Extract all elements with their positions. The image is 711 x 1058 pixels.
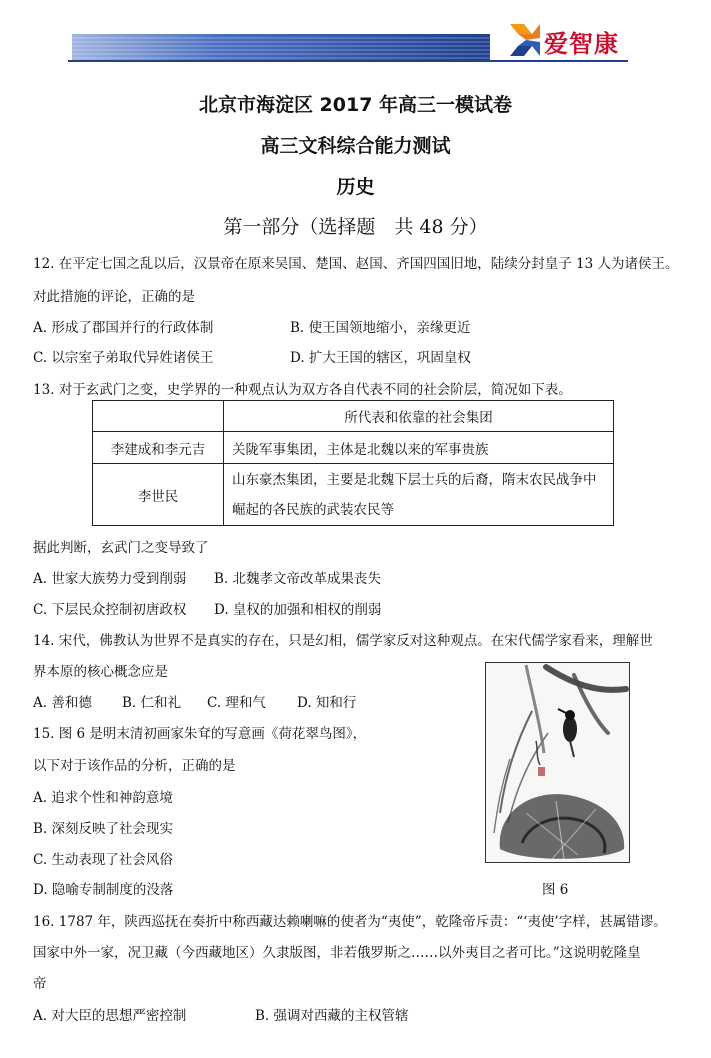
q13-row1-desc: 关陇军事集团，主体是北魏以来的军事贵族	[224, 432, 614, 464]
q14-option-b: B. 仁和礼	[122, 695, 182, 711]
q16-option-a: A. 对大臣的思想严密控制	[33, 1008, 187, 1024]
q12-option-c: C. 以宗室子弟取代异姓诸侯王	[33, 350, 214, 366]
q15-option-a: A. 追求个性和神韵意境	[33, 790, 173, 806]
q13-stem-line2: 据此判断，玄武门之变导致了	[33, 540, 209, 556]
table-row	[93, 432, 614, 464]
exam-title: 北京市海淀区 2017 年高三一模试卷	[198, 94, 513, 116]
section-heading: 第一部分（选择题 共 48 分）	[223, 216, 488, 238]
q13-table	[92, 400, 614, 526]
q12-option-a: A. 形成了郡国并行的行政体制	[33, 320, 214, 336]
q14-stem-line1: 14. 宋代，佛教认为世界不是真实的存在，只是幻相，儒学家反对这种观点。在宋代儒学家看来，理解世	[33, 633, 653, 649]
q13-stem-line1: 13. 对于玄武门之变，史学界的一种观点认为双方各自代表不同的社会阶层，简况如下表。	[33, 382, 572, 398]
q16-option-b: B. 强调对西藏的主权管辖	[255, 1008, 409, 1024]
figure-caption: 图 6	[542, 882, 569, 898]
q15-option-d: D. 隐喻专制制度的没落	[33, 882, 174, 898]
q13-table-header-row	[93, 401, 614, 432]
header-banner	[72, 34, 490, 60]
q16-stem-line2: 国家中外一家，况卫藏（今西藏地区）久隶版图，非若俄罗斯之……以外夷目之者可比。”这说明乾隆皇	[33, 945, 641, 961]
painting-image	[486, 663, 629, 862]
q13-row2-desc	[224, 464, 614, 526]
q15-option-b: B. 深刻反映了社会现实	[33, 821, 174, 837]
q13-row2-name: 李世民	[93, 464, 224, 526]
q13-row2-desc-line1: 山东豪杰集团，主要是北魏下层士兵的后裔，隋末农民战争中	[232, 471, 597, 488]
q13-option-b: B. 北魏孝文帝改革成果丧失	[214, 571, 382, 587]
q13-option-c: C. 下层民众控制初唐政权	[33, 602, 187, 618]
q14-option-c: C. 理和气	[207, 695, 266, 711]
q15-stem-line2: 以下对于该作品的分析，正确的是	[33, 758, 236, 774]
q13-row2-desc-line2: 崛起的各民族的武装农民等	[232, 501, 394, 518]
subject-title: 历史	[336, 176, 375, 198]
lotus-kingfisher-painting	[485, 662, 630, 863]
q13-row1-name: 李建成和李元吉	[93, 432, 224, 464]
q13-table-header-col2: 所代表和依靠的社会集团	[224, 401, 614, 432]
q16-stem-line3: 帝	[33, 976, 47, 992]
subject-group-title: 高三文科综合能力测试	[260, 135, 451, 157]
q14-option-a: A. 善和德	[33, 695, 92, 711]
q13-table-header-blank	[93, 401, 224, 432]
q15-stem-line1: 15. 图 6 是明末清初画家朱耷的写意画《荷花翠鸟图》，	[33, 726, 367, 742]
brand-logo	[510, 22, 640, 58]
header-rule	[68, 60, 628, 62]
q12-option-d: D. 扩大王国的辖区，巩固皇权	[290, 350, 471, 366]
q12-stem-line2: 对此措施的评论，正确的是	[33, 289, 195, 305]
q13-option-a: A. 世家大族势力受到削弱	[33, 571, 187, 587]
q12-option-b: B. 使王国领地缩小，亲缘更近	[290, 320, 471, 336]
q16-stem-line1: 16. 1787 年，陕西巡抚在奏折中称西藏达赖喇嘛的使者为“夷使”，乾隆帝斥责：“‘夷使’字样，甚属错谬。	[33, 914, 667, 930]
q13-option-d: D. 皇权的加强和相权的削弱	[214, 602, 382, 618]
brand-logo-text: 爱智康	[544, 30, 619, 58]
brand-logo-icon	[510, 24, 540, 56]
q14-stem-line2: 界本原的核心概念应是	[33, 664, 168, 680]
q12-stem-line1: 12. 在平定七国之乱以后，汉景帝在原来吴国、楚国、赵国、齐国四国旧地，陆续分封皇子 13 人为诸侯王。	[33, 256, 679, 272]
table-row	[93, 464, 614, 526]
q14-option-d: D. 知和行	[297, 695, 357, 711]
q15-option-c: C. 生动表现了社会风俗	[33, 852, 173, 868]
